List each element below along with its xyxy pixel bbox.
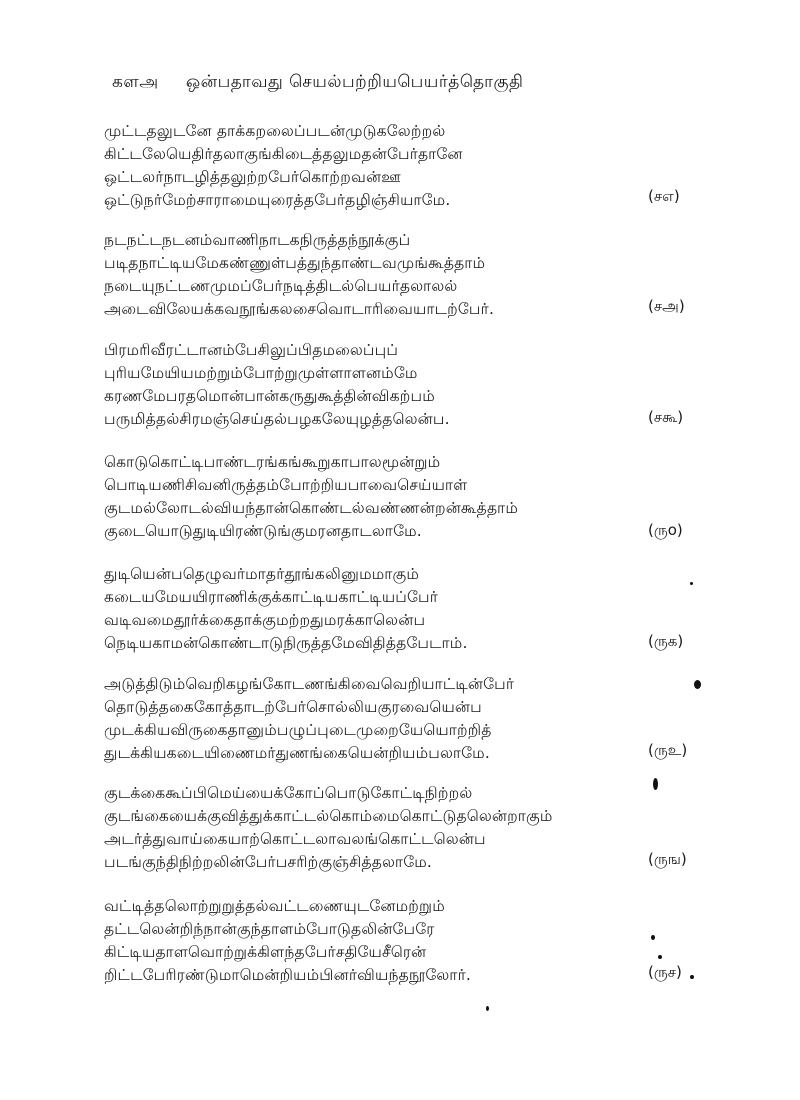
verse-line: தட்டலென்றிந்நான்குந்தாளம்போடுதலின்பேரே — [104, 920, 435, 938]
ink-speck — [690, 975, 694, 979]
verse-line: குடங்கையைக்குவித்துக்காட்டல்கொம்மைகொட்டுதலென்றாகும் — [104, 807, 553, 825]
verse — [104, 782, 704, 874]
verse-line: நடநட்டநடனம்வாணிநாடகநிருத்தந்நூக்குப் — [104, 231, 411, 249]
verse-line: துடியென்பதெழுவர்மாதர்தூங்கலினுமமாகும் — [104, 565, 420, 583]
ink-speck — [653, 778, 658, 790]
verse-line: பருமித்தல்சிரமஞ்செய்தல்பழகலேயுழத்தலென்ப. — [104, 410, 450, 428]
chapter-title: ஒன்பதாவது செயல்பற்றியபெயர்த்தொகுதி — [185, 72, 524, 92]
ink-speck — [694, 680, 701, 689]
verse-number: (ருo) — [648, 521, 683, 539]
verse-line: முடக்கியவிருகைதானும்பழுப்புடைமுறையேயொற்றித் — [104, 721, 492, 739]
verse-line: கிட்டியதாளவொற்றுக்கிளந்தபேர்சதியேசீரென் — [104, 943, 427, 961]
page-header — [112, 72, 652, 102]
verse-line: குடமல்லோடல்வியந்தான்கொண்டல்வண்ணன்றன்கூத்தாம் — [104, 499, 519, 517]
verse — [104, 673, 704, 765]
verse-line: தொடுத்தகைகோத்தாடற்பேர்சொல்லியகுரவையென்ப — [104, 698, 482, 716]
verse — [104, 229, 704, 321]
verse — [104, 451, 704, 543]
verse-line: றிட்டபேரிரண்டுமாமென்றியம்பினர்வியந்தநூலோர். — [104, 966, 472, 984]
verse-line: கடையமேயயிராணிக்குக்காட்டியகாட்டியப்பேர் — [104, 588, 439, 606]
verse-line: கிட்டலேயெதிர்தலாகுங்கிடைத்தலுமதன்பேர்தானே — [104, 145, 463, 163]
verse-number: (ருச) — [648, 963, 682, 981]
verse-line: துடக்கியகடையிணைமர்துணங்கையென்றியம்பலாமே. — [104, 744, 490, 762]
verse-line: குடக்கைகூப்பிமெய்யைக்கோப்பொடுகோட்டிநிற்றல் — [104, 784, 473, 802]
verse-line: பொடியணிசிவனிருத்தம்போற்றியபாவைசெய்யாள் — [104, 476, 468, 494]
verse — [104, 339, 704, 431]
verse — [104, 120, 704, 212]
verse-line: ஒட்டுநர்மேற்சாராமையுரைத்தபேர்தழிஞ்சியாமே. — [104, 191, 451, 209]
section-number: களஅ — [112, 72, 159, 92]
ink-speck — [486, 1006, 489, 1011]
verse-line: குடையொடுதுடியிரண்டுங்குமரனதாடலாமே. — [104, 522, 422, 540]
verse-line: படிதநாட்டியமேகண்ணுள்பத்துந்தாண்டவமுங்கூத்தாம் — [104, 254, 486, 272]
verse-number: (சஅ) — [648, 297, 685, 315]
verse-line: பிரமரிவீரட்டானம்பேசிலுப்பிதமலைப்புப் — [104, 341, 399, 359]
verse-number: (சஎ) — [648, 187, 680, 205]
verse-line: அடுத்திடும்வெறிகழங்கோடணங்கிவைவெறியாட்டின்பேர் — [104, 675, 515, 693]
ink-speck — [690, 582, 693, 585]
verse-line: அடைவிலேயக்கவநூங்கலசைவொடாரிவையாடற்பேர். — [104, 300, 495, 318]
verse-line: முட்டதலுடனே தாக்கறலைப்படன்முடுகலேற்றல் — [104, 122, 446, 140]
verse — [104, 895, 704, 987]
verse-line: நடையுநட்டணமுமப்பேர்நடித்திடல்பெயர்தலாலல் — [104, 277, 458, 295]
ink-speck — [651, 935, 655, 940]
verse-number: (சகூ) — [648, 408, 684, 426]
verse-line: நெடியகாமன்கொண்டாடுநிருத்தமேவிதித்தபேடாம். — [104, 634, 468, 652]
verse-line: கரணமேபரதமொன்பான்கருதுகூத்தின்விகற்பம் — [104, 387, 435, 405]
verse — [104, 563, 704, 655]
verse-line: படங்குந்திநிற்றலின்பேர்பசரிற்குஞ்சித்தலாமே. — [104, 853, 433, 871]
verse-number: (ருங) — [648, 850, 687, 868]
ink-speck — [658, 955, 662, 959]
verse-line: புரியமேயியமற்றும்போற்றுமுள்ளாளனம்மே — [104, 364, 418, 382]
verse-number: (ருக) — [648, 632, 684, 650]
verse-line: அடர்த்துவாய்கையாற்கொட்டலாவலங்கொட்டலென்ப — [104, 830, 486, 848]
verse-line: வடிவமைதூர்க்கைதாக்குமற்றதுமரக்காலென்ப — [104, 611, 426, 629]
verse-number: (ருஉ) — [648, 741, 688, 759]
verse-line: ஒட்டலர்நாடழித்தலுற்றபேர்கொற்றவன்ஊ — [104, 168, 401, 186]
verse-line: கொடுகொட்டிபாண்டரங்கங்கூறுகாபாலமூன்றும் — [104, 453, 441, 471]
verse-line: வட்டித்தலொற்றுறுத்தல்வட்டணையுடனேமற்றும் — [104, 897, 445, 915]
